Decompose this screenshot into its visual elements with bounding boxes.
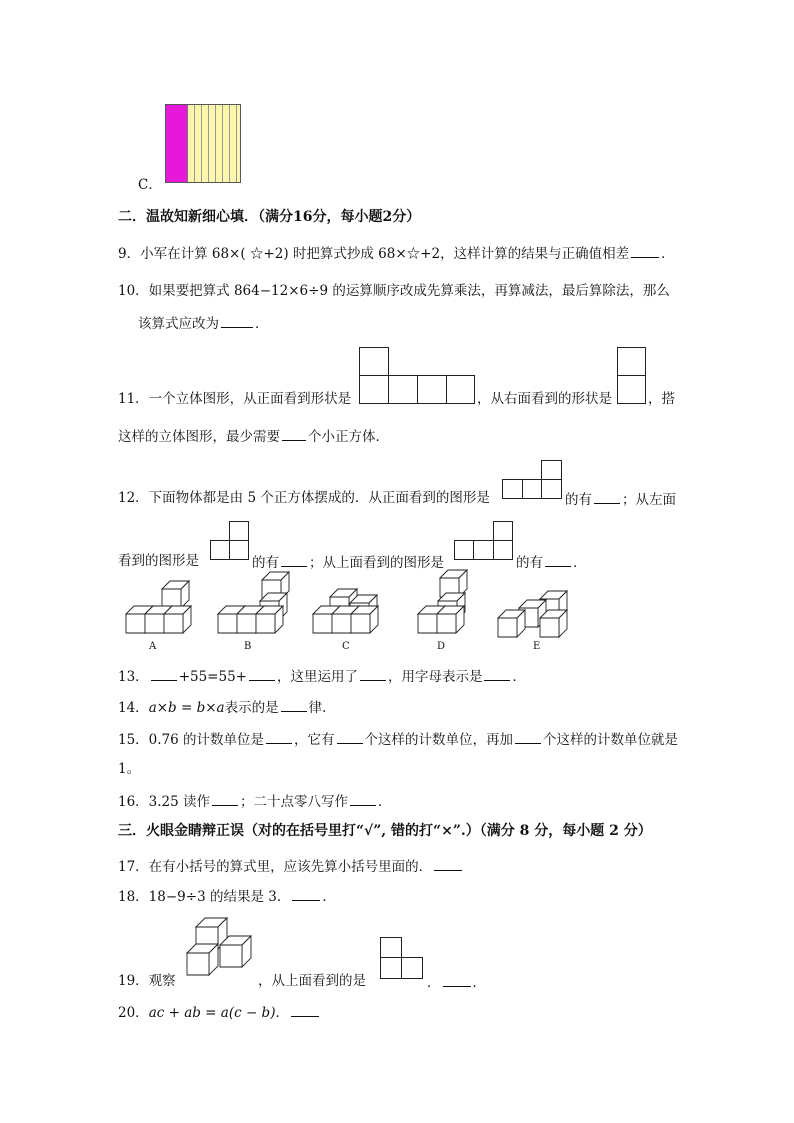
question-11-line2: 这样的立体图形，最少需要 个小正方体． bbox=[118, 426, 389, 446]
question-10-line2: 该算式应改为 ． bbox=[138, 313, 269, 333]
cube bbox=[498, 610, 525, 637]
solid-label-d: D bbox=[437, 641, 446, 652]
question-16: 16．3.25 读作 ；二十点零八写作 ． bbox=[118, 791, 392, 811]
section-3-heading: 三．火眼金睛辩正误（对的在括号里打“√”, 错的打“×”.）（满分 8 分，每小题 2 分） bbox=[118, 823, 652, 839]
question-11-mid: ，从右面看到的形状是 bbox=[477, 391, 612, 407]
q19-cube-solid bbox=[184, 913, 264, 983]
question-15-line2: 1。 bbox=[118, 761, 141, 777]
cube bbox=[540, 610, 567, 637]
yellow-strips bbox=[188, 105, 240, 182]
figure-c-rectangle bbox=[165, 104, 241, 183]
question-19b: ，从上面看到的是 bbox=[258, 973, 366, 989]
question-11-line1: 11．一个立体图形，从正面看到形状是 bbox=[118, 391, 352, 407]
question-12-line1b: 的有 ；从左面 bbox=[565, 489, 676, 509]
solid-label-b: B bbox=[244, 641, 252, 652]
question-20: 20．ac + ab = a(c − b)． bbox=[118, 1002, 321, 1022]
question-12-line2b: 的有 ；从上面看到的图形是 bbox=[252, 552, 444, 572]
solid-label-a: A bbox=[149, 641, 157, 652]
cube bbox=[162, 581, 189, 608]
question-13: 13． +55=55+ ，这里运用了 ，用字母表示是 ． bbox=[118, 666, 526, 686]
question-12-line1: 12．下面物体都是由 5 个正方体摆成的．从正面看到的图形是 bbox=[118, 490, 490, 506]
question-12-line2c: 的有 ． bbox=[516, 552, 587, 572]
solid-label-c: C bbox=[342, 641, 350, 652]
question-17: 17．在有小括号的算式里，应该先算小括号里面的． bbox=[118, 856, 464, 876]
question-18: 18．18−9÷3 的结果是 3． ． bbox=[118, 886, 336, 906]
option-c-label: C． bbox=[138, 177, 162, 193]
cube bbox=[187, 944, 218, 975]
cube bbox=[437, 606, 464, 633]
cube bbox=[351, 606, 378, 633]
question-12-line2a: 看到的图形是 bbox=[118, 553, 199, 569]
question-10-line1: 10．如果要把算式 864−12×6÷9 的运算顺序改成先算乘法，再算减法，最后算除法，那么 bbox=[118, 283, 670, 299]
cube bbox=[220, 936, 251, 967]
question-19c: ． ． bbox=[427, 972, 486, 992]
solid-label-e: E bbox=[533, 641, 541, 652]
cube bbox=[256, 606, 283, 633]
question-11-end: ，搭 bbox=[648, 391, 675, 407]
question-9: 9．小军在计算 68×( ☆+2) 时把算式抄成 68×☆+2，这样计算的结果与正确值相差 ． bbox=[118, 243, 675, 263]
question-14: 14．a×b = b×a表示的是 律． bbox=[118, 697, 336, 717]
magenta-strip bbox=[166, 105, 188, 182]
cube bbox=[164, 606, 191, 633]
question-19a: 19．观察 bbox=[118, 973, 176, 989]
section-2-heading: 二．温故知新细心填．（满分16分，每小题2分） bbox=[118, 209, 421, 225]
cube-solids-row bbox=[0, 588, 794, 648]
question-15-line1: 15．0.76 的计数单位是 ，它有 个这样的计数单位，再加 个这样的计数单位就是 bbox=[118, 729, 678, 749]
